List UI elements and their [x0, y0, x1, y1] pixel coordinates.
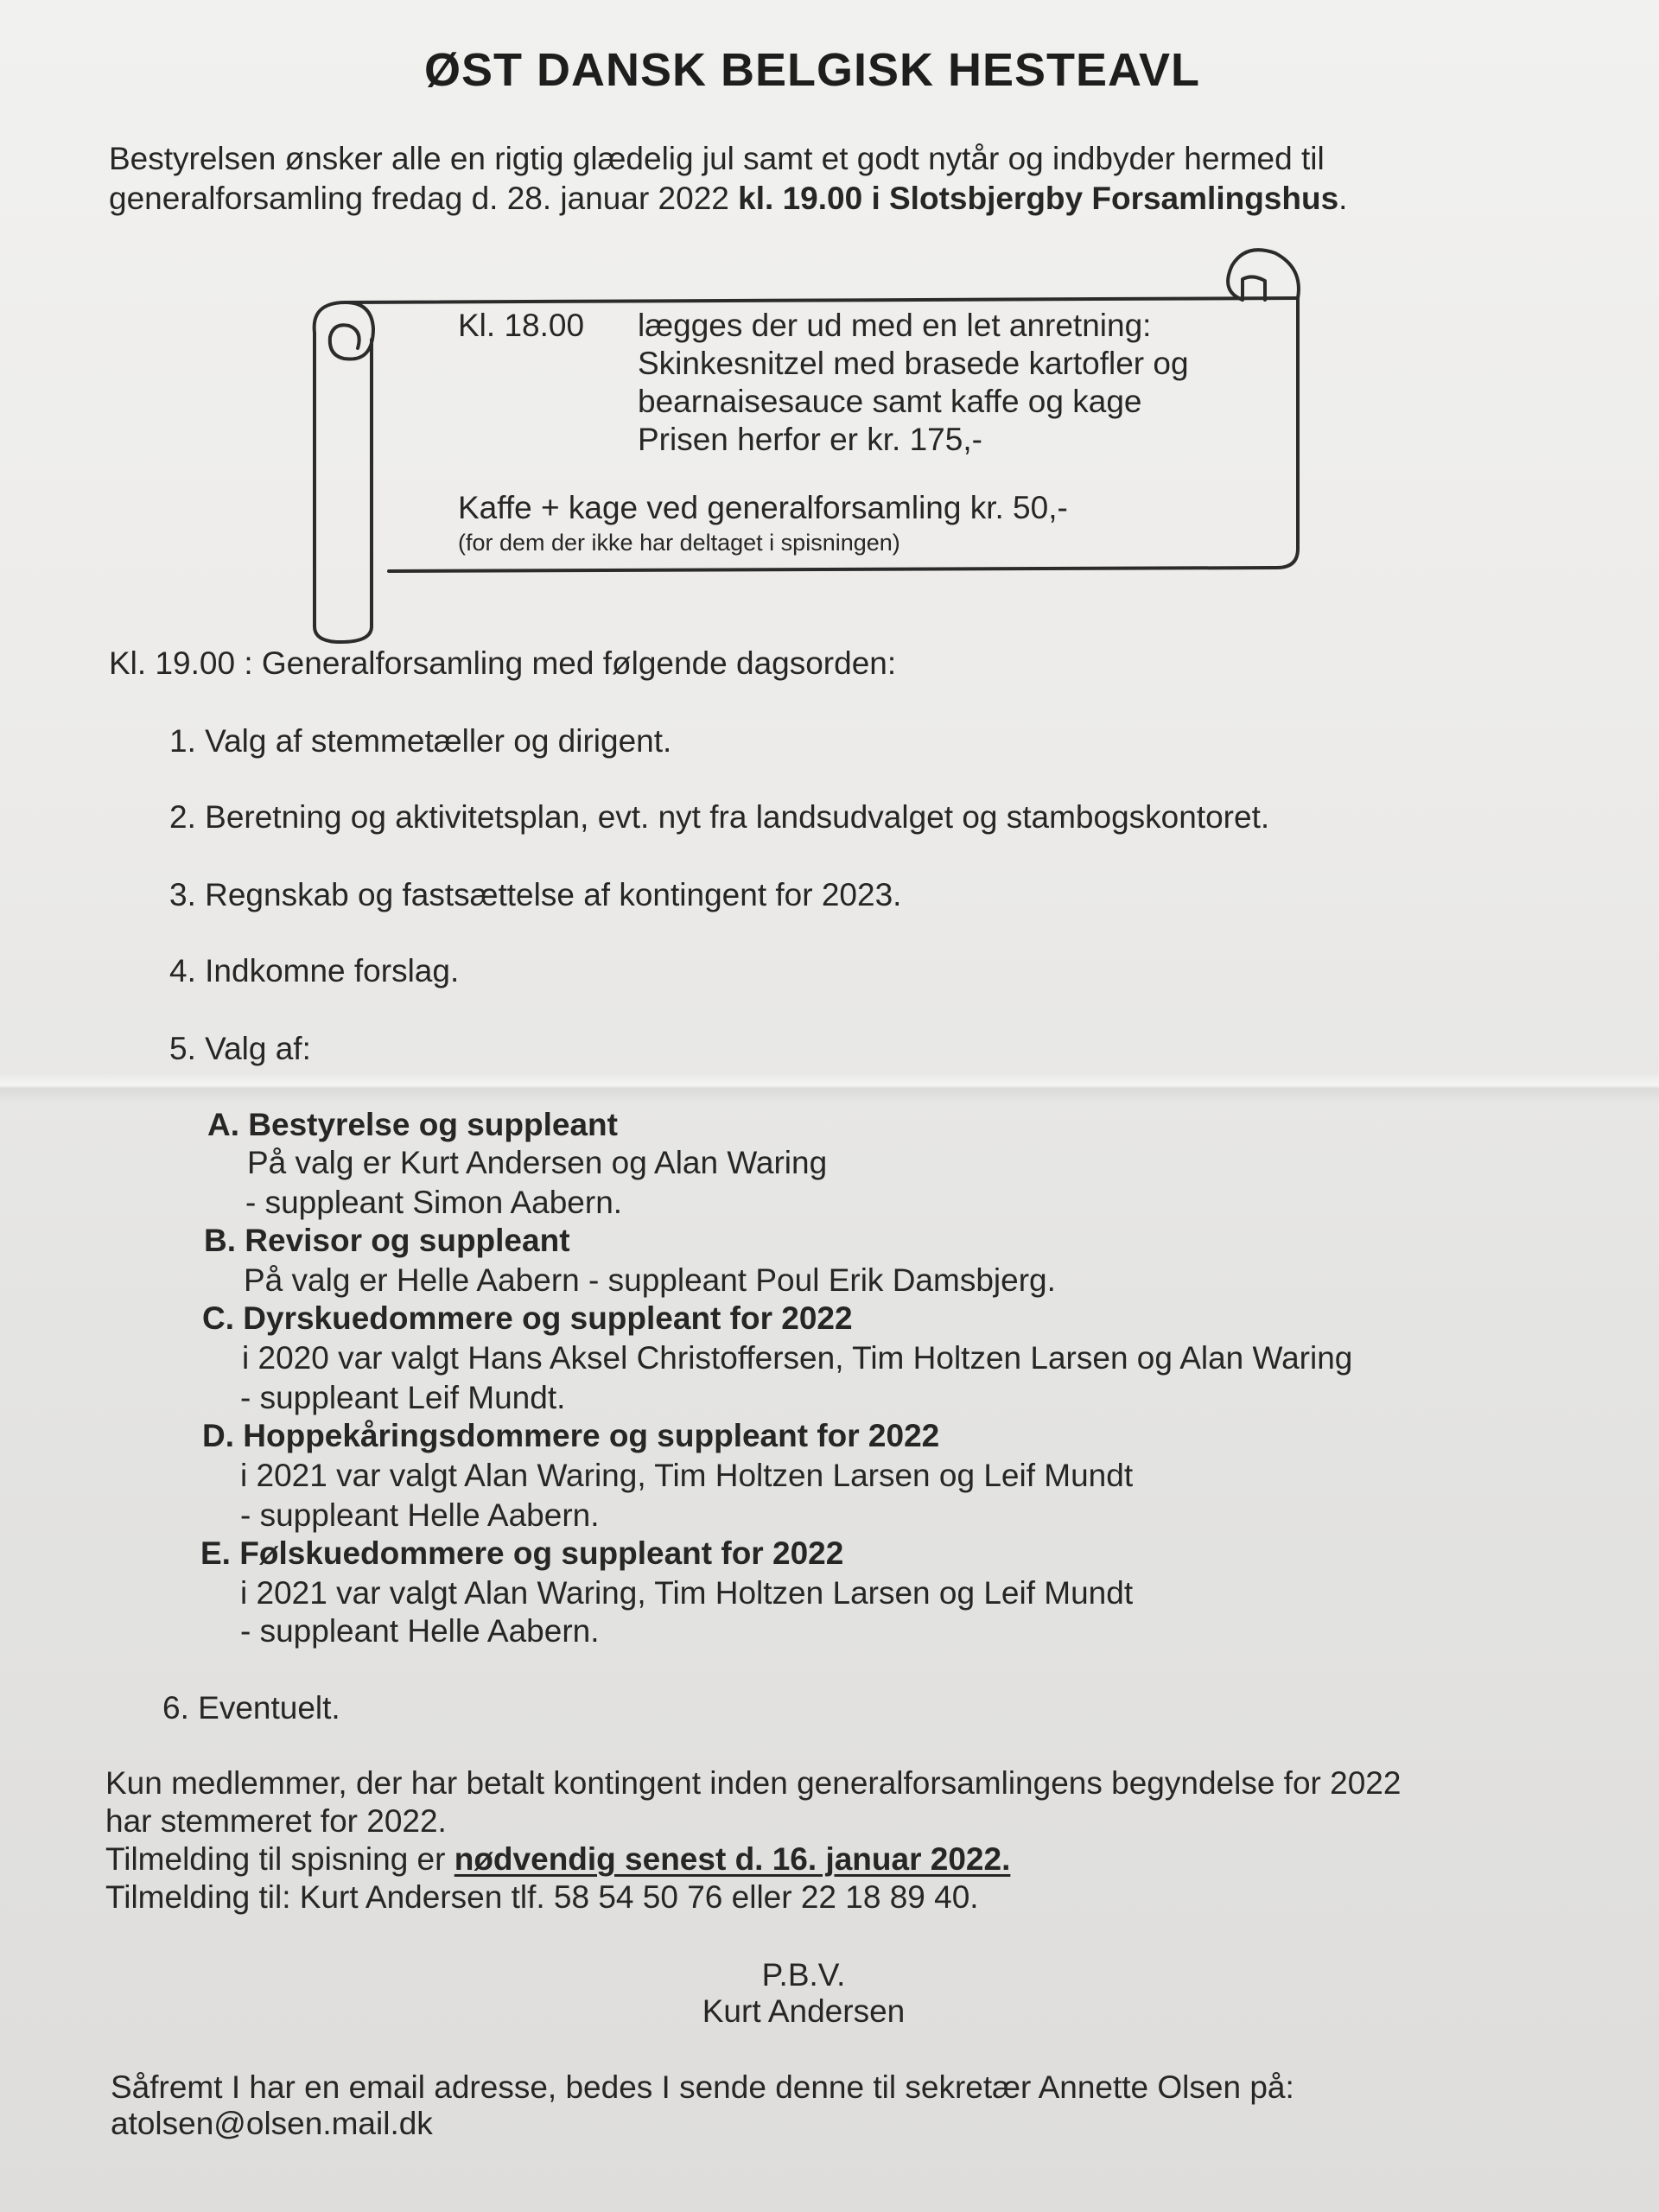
intro-line-1: Bestyrelsen ønsker alle en rigtig glædelig jul samt et godt nytår og indbyder hermed til [109, 141, 1325, 176]
scroll-coffee-price: Kaffe + kage ved generalforsamling kr. 50,- [458, 490, 1068, 525]
scroll-coffee-note: (for dem der ikke har deltaget i spisningen) [458, 530, 900, 556]
election-c-line-2: - suppleant Leif Mundt. [240, 1380, 566, 1415]
notice-line-3: Tilmelding til spisning er nødvendig senest d. 16. januar 2022. [105, 1841, 1011, 1877]
agenda-item-1: 1. Valg af stemmetæller og dirigent. [169, 723, 672, 759]
signup-deadline: nødvendig senest d. 16. januar 2022. [454, 1841, 1011, 1877]
notice-line-1: Kun medlemmer, der har betalt kontingent inden generalforsamlingens begyndelse for 2022 [105, 1765, 1402, 1801]
email-request: Såfremt I har en email adresse, bedes I sende denne til sekretær Annette Olsen på: [111, 2069, 1294, 2105]
agenda-item-5: 5. Valg af: [169, 1031, 311, 1066]
election-a-heading: A. Bestyrelse og suppleant [207, 1107, 618, 1142]
election-d-heading: D. Hoppekåringsdommere og suppleant for 2022 [202, 1418, 940, 1453]
election-d-line-1: i 2021 var valgt Alan Waring, Tim Holtzen Larsen og Leif Mundt [240, 1458, 1134, 1493]
email-address: atolsen@olsen.mail.dk [111, 2106, 433, 2141]
paper-fold [0, 1071, 1659, 1103]
election-a-line-2: - suppleant Simon Aabern. [245, 1185, 623, 1220]
election-a-line-1: På valg er Kurt Andersen og Alan Waring [247, 1145, 828, 1180]
agenda-heading: Kl. 19.00 : Generalforsamling med følgende dagsorden: [109, 645, 897, 681]
scroll-menu-line-1: lægges der ud med en let anretning: [638, 308, 1152, 343]
agenda-item-3: 3. Regnskab og fastsættelse af kontingent for 2023. [169, 877, 902, 912]
scroll-price: Prisen herfor er kr. 175,- [638, 422, 982, 457]
election-c-line-1: i 2020 var valgt Hans Aksel Christoffersen, Tim Holtzen Larsen og Alan Waring [242, 1340, 1353, 1376]
election-d-line-2: - suppleant Helle Aabern. [240, 1497, 600, 1533]
agenda-item-4: 4. Indkomne forslag. [169, 953, 460, 988]
notice-line-4: Tilmelding til: Kurt Andersen tlf. 58 54 50 76 eller 22 18 89 40. [105, 1879, 979, 1915]
election-b-heading: B. Revisor og suppleant [204, 1223, 570, 1258]
notice-line-2: har stemmeret for 2022. [105, 1803, 447, 1839]
signature-pbv: P.B.V. [761, 1957, 846, 1993]
scroll-menu-line-3: bearnaisesauce samt kaffe og kage [638, 384, 1142, 419]
election-e-heading: E. Følskuedommere og suppleant for 2022 [200, 1535, 844, 1571]
scroll-menu-line-2: Skinkesnitzel med brasede kartofler og [638, 346, 1189, 381]
intro-venue: kl. 19.00 i Slotsbjergby Forsamlingshus [738, 181, 1339, 216]
scroll-time: Kl. 18.00 [458, 308, 585, 343]
election-c-heading: C. Dyrskuedommere og suppleant for 2022 [202, 1300, 853, 1336]
document-title: ØST DANSK BELGISK HESTEAVL [423, 44, 1201, 96]
intro-date: generalforsamling fredag d. 28. januar 2022 [109, 181, 739, 216]
election-e-line-1: i 2021 var valgt Alan Waring, Tim Holtzen Larsen og Leif Mundt [240, 1575, 1134, 1611]
intro-line-2 [109, 180, 1347, 218]
election-e-line-2: - suppleant Helle Aabern. [240, 1613, 600, 1649]
election-b-line-1: På valg er Helle Aabern - suppleant Poul Erik Damsbjerg. [244, 1262, 1056, 1298]
agenda-item-2: 2. Beretning og aktivitetsplan, evt. nyt fra landsudvalget og stambogskontoret. [169, 799, 1270, 835]
signature-name: Kurt Andersen [702, 1993, 906, 2029]
intro-end: . [1338, 181, 1348, 216]
agenda-item-6: 6. Eventuelt. [162, 1690, 340, 1726]
